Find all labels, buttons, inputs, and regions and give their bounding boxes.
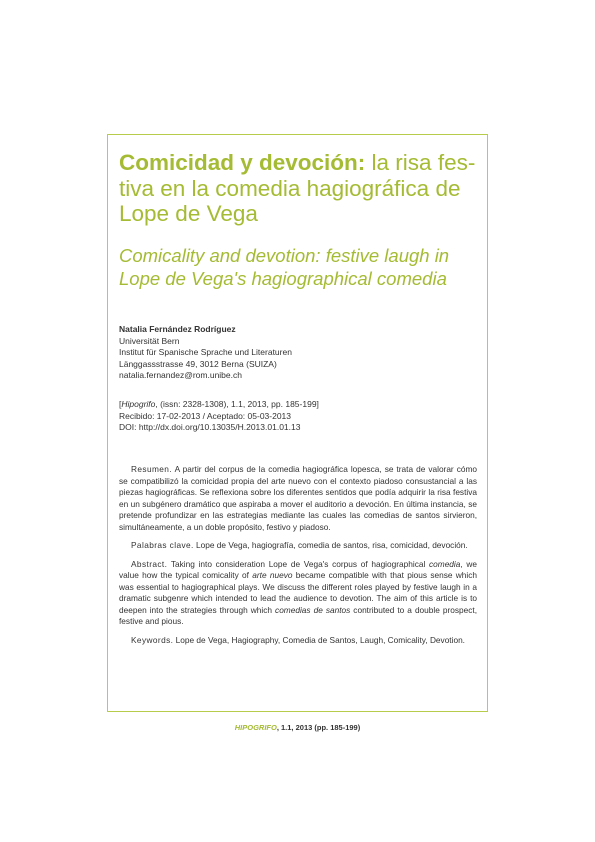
footer-details: , 1.1, 2013 (pp. 185-199) [276,723,361,732]
doi-link[interactable]: DOI: http://dx.doi.org/10.13035/H.2013.01.01.13 [119,422,301,433]
footer-journal: HIPOGRIFO [234,723,277,732]
affiliation-university: Universität Bern [119,335,180,346]
abstract-italic-2: arte nuevo [252,570,293,580]
citation-bracket: [ [119,399,122,409]
palabras-clave-text: Lope de Vega, hagiografía, comedia de santos, risa, comicidad, devoción. [193,540,468,550]
author-block [119,324,459,382]
abstract-text-3: became compatible with that pious sense which was essential to hagiographical plays. We discuss the different roles played by festive laugh in a dramatic subgenre which intended to lead the audience to devotion. The aim of this article is to deepen into the strategies through which [119,570,478,615]
article-title-es [119,150,481,227]
article-title-en: Comicality and devotion: festive laugh in Lope de Vega's hagiographical comedia [119,245,450,289]
abstract-text-4: contributed to a double prospect, festive and pious. [119,604,478,626]
abstract-label: Abstract. [131,558,168,569]
resumen-paragraph [119,464,477,533]
abstracts-section [119,464,477,653]
resumen-text: A partir del corpus de la comedia hagiográfica lopesca, se trata de valorar cómo se compatibilizó la comicidad propia del arte nuevo con el contexto piadoso consustancial a las piezas hagiográficas. Se reflexiona sobre los diferentes sentidos que podía adquirir la risa festiva en un subgénero dramático que aspiraba a mover el auditorio a devoción. En última instancia, se pretende profundizar en las estrategias mediante las cuales las comedias de santos sirvieron, simultáneamente, a un doble propósito, festivo y piadoso. [119,464,477,532]
title-rest: la risa fes-tiva en la comedia hagiográfica de Lope de Vega [119,150,476,226]
resumen-label: Resumen. [131,464,173,474]
palabras-clave-label: Palabras clave. [131,540,194,550]
author-name: Natalia Fernández Rodríguez [119,324,236,334]
abstract-paragraph [119,559,477,628]
citation-line [119,399,459,411]
author-address: Länggassstrasse 49, 3012 Berna (SUIZA) [119,358,277,369]
title-bold-part: Comicidad y devoción: [119,150,366,175]
author-email[interactable]: natalia.fernandez@rom.unibe.ch [119,370,242,381]
palabras-clave-paragraph [119,540,477,552]
abstract-italic-3: comedias de santos [275,604,351,615]
abstract-italic-1: comedia [429,558,461,569]
keywords-label: Keywords. [131,634,174,645]
affiliation-institute: Institut für Spanische Sprache und Literaturen [119,347,292,358]
abstract-text-2: , we value how the typical comicality of [119,558,477,580]
keywords-paragraph [119,635,477,647]
page-footer [0,723,595,732]
citation-details: , (issn: 2328-1308), 1.1, 2013, pp. 185-199] [155,399,319,409]
citation-block [119,399,459,434]
received-accepted-dates: Recibido: 17-02-2013 / Aceptado: 05-03-2013 [119,410,292,421]
keywords-text: Lope de Vega, Hagiography, Comedia de Santos, Laugh, Comicality, Devotion. [173,634,465,645]
citation-journal: Hipogrifo [121,399,156,409]
abstract-text-1: Taking into consideration Lope de Vega's corpus of hagiographical [167,558,430,569]
